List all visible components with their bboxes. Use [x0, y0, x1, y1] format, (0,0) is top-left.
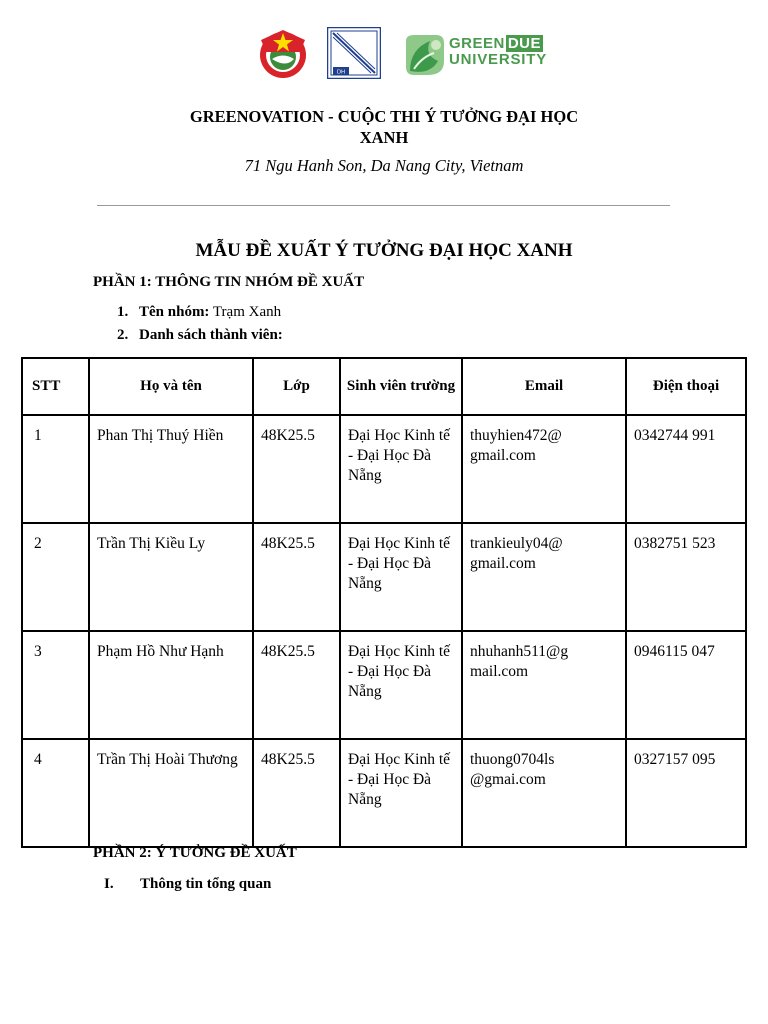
university-of-economics-logo	[327, 27, 381, 79]
divider	[97, 205, 670, 206]
member-table	[21, 357, 747, 848]
logo-bar	[0, 26, 768, 82]
cell-university: Đại Học Kinh tế - Đại Học Đà Nẵng	[340, 415, 462, 523]
header-phone: Điện thoại	[626, 358, 746, 415]
member-list-item: 2. Danh sách thành viên:	[117, 327, 283, 343]
cell-stt: 1	[22, 415, 89, 523]
team-name-item: 1. Tên nhóm: Trạm Xanh	[117, 304, 282, 320]
greendue-leaf-logo	[400, 31, 448, 79]
table-row	[22, 631, 746, 739]
part1-heading: PHẦN 1: THÔNG TIN NHÓM ĐỀ XUẤT	[93, 274, 365, 290]
cell-university: Đại Học Kinh tế - Đại Học Đà Nẵng	[340, 631, 462, 739]
header-name: Họ và tên	[89, 358, 253, 415]
cell-name: Trần Thị Hoài Thương	[89, 739, 253, 847]
cell-email: nhuhanh511@g mail.com	[462, 631, 626, 739]
cell-email: thuong0704ls @gmai.com	[462, 739, 626, 847]
cell-university: Đại Học Kinh tế - Đại Học Đà Nẵng	[340, 523, 462, 631]
section-overview: I. Thông tin tổng quan	[104, 876, 272, 892]
cell-phone: 0342744 991	[626, 415, 746, 523]
part2-heading: PHẦN 2: Ý TƯỞNG ĐỀ XUẤT	[93, 845, 297, 861]
cell-stt: 3	[22, 631, 89, 739]
table-row	[22, 415, 746, 523]
form-title: MẪU ĐỀ XUẤT Ý TƯỞNG ĐẠI HỌC XANH	[195, 240, 573, 261]
greendue-wordmark: GREEN DUE UNIVERSITY	[449, 35, 548, 68]
youth-union-logo	[256, 26, 310, 80]
cell-class: 48K25.5	[253, 739, 340, 847]
header-university: Sinh viên trường	[340, 358, 462, 415]
cell-phone: 0382751 523	[626, 523, 746, 631]
cell-name: Phan Thị Thuý Hiền	[89, 415, 253, 523]
cell-name: Phạm Hồ Như Hạnh	[89, 631, 253, 739]
table-row	[22, 739, 746, 847]
contest-title: GREENOVATION - CUỘC THI Ý TƯỞNG ĐẠI HỌC XANH	[189, 107, 579, 147]
cell-phone: 0327157 095	[626, 739, 746, 847]
header-email: Email	[462, 358, 626, 415]
header-class: Lớp	[253, 358, 340, 415]
svg-text:DH: DH	[336, 69, 346, 76]
cell-email: thuyhien472@ gmail.com	[462, 415, 626, 523]
cell-class: 48K25.5	[253, 415, 340, 523]
cell-stt: 2	[22, 523, 89, 631]
table-row	[22, 523, 746, 631]
cell-email: trankieuly04@ gmail.com	[462, 523, 626, 631]
header-stt: STT	[22, 358, 89, 415]
cell-university: Đại Học Kinh tế - Đại Học Đà Nẵng	[340, 739, 462, 847]
cell-class: 48K25.5	[253, 631, 340, 739]
cell-phone: 0946115 047	[626, 631, 746, 739]
cell-stt: 4	[22, 739, 89, 847]
cell-name: Trần Thị Kiều Ly	[89, 523, 253, 631]
cell-class: 48K25.5	[253, 523, 340, 631]
address: 71 Ngu Hanh Son, Da Nang City, Vietnam	[244, 156, 524, 175]
table-header-row	[22, 358, 746, 415]
